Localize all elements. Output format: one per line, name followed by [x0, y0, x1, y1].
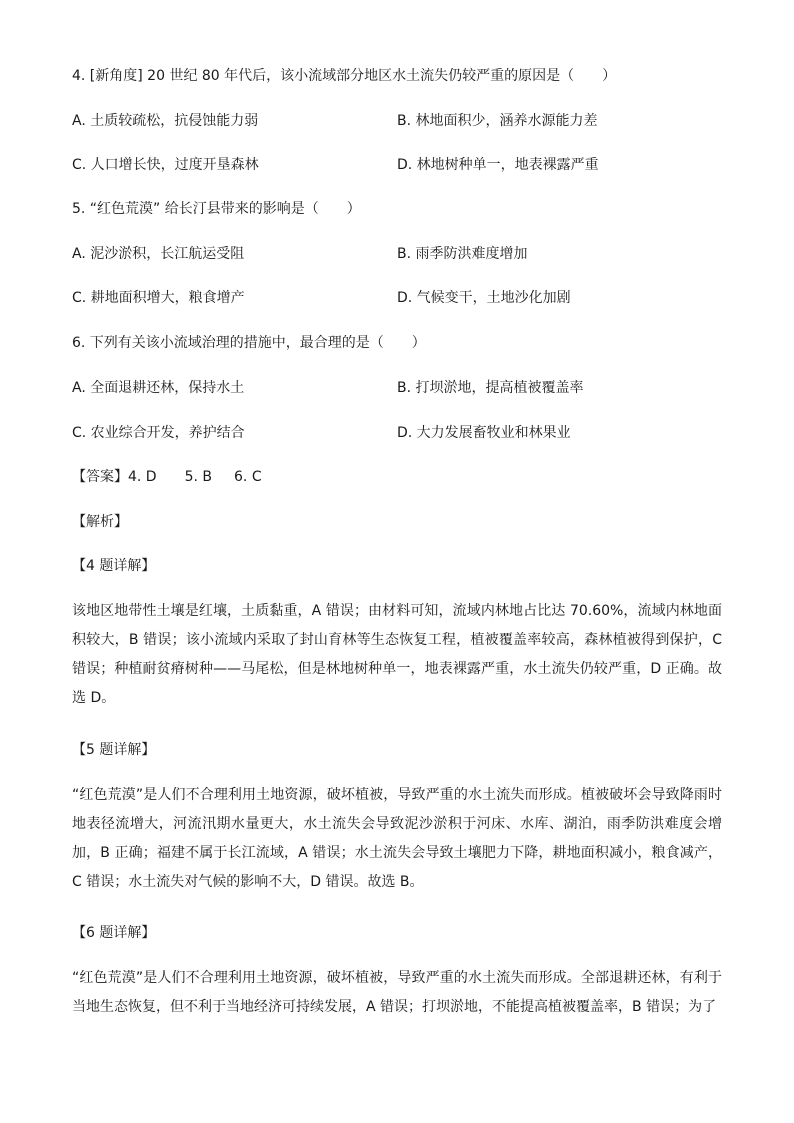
option-4c: C. 人口增长快，过度开垦森林 — [72, 157, 259, 173]
answer-label: 【答案】 — [72, 469, 128, 485]
option-4d: D. 林地树种单一，地表裸露严重 — [397, 157, 599, 173]
option-6b: B. 打坝淤地，提高植被覆盖率 — [397, 380, 584, 396]
answer-item-6: 6. C — [234, 469, 262, 485]
question-5-stem: 5. “红色荒漠” 给长汀县带来的影响是（ ） — [72, 201, 361, 217]
question-5-options-row-2 — [0, 288, 794, 308]
question-6-options-row-2 — [0, 423, 794, 443]
question-6-options-row-1 — [0, 378, 794, 398]
question-6-stem: 6. 下列有关该小流域治理的措施中，最合理的是（ ） — [72, 335, 426, 351]
detail-6-label: 【6 题详解】 — [72, 925, 156, 941]
option-6c: C. 农业综合开发，养护结合 — [72, 425, 245, 441]
question-5-options-row-1 — [0, 244, 794, 264]
detail-5-label: 【5 题详解】 — [72, 742, 156, 758]
answer-item-5: 5. B — [184, 469, 213, 485]
option-6d: D. 大力发展畜牧业和林果业 — [397, 425, 571, 441]
option-5c: C. 耕地面积增大，粮食增产 — [72, 290, 245, 306]
answer-item-4: 4. D — [128, 469, 157, 485]
detail-6-text: “红色荒漠”是人们不合理利用土地资源，破坏植被，导致严重的水土流失而形成。全部退耕还林，有利于当地生态恢复，但不利于当地经济可持续发展，A 错误；打坝淤地，不能提高植被覆盖率，B 错误；为了 — [72, 970, 722, 1015]
analysis-label: 【解析】 — [72, 514, 128, 530]
option-4a: A. 土质较疏松，抗侵蚀能力弱 — [72, 113, 259, 129]
question-4-stem: 4. [新角度] 20 世纪 80 年代后，该小流域部分地区水土流失仍较严重的原因是（ ） — [72, 68, 617, 84]
question-4-options-row-2 — [0, 155, 794, 175]
answer-line — [72, 467, 262, 487]
detail-4-label: 【4 题详解】 — [72, 558, 156, 574]
option-6a: A. 全面退耕还林，保持水土 — [72, 380, 245, 396]
option-4b: B. 林地面积少，涵养水源能力差 — [397, 113, 598, 129]
option-5d: D. 气候变干，土地沙化加剧 — [397, 290, 571, 306]
detail-4-text: 该地区地带性土壤是红壤，土质黏重，A 错误；由材料可知，流域内林地占比达 70.60%，流域内林地面积较大，B 错误；该小流域内采取了封山育林等生态恢复工程，植被覆盖率较高，森林植被得到保护，C 错误；种植耐贫瘠树种——马尾松，但是林地树种单一，地表裸露严重，水土流失仍较严重，D 正确。故选 D。 — [72, 603, 722, 706]
question-4-options-row-1 — [0, 111, 794, 131]
option-5b: B. 雨季防洪难度增加 — [397, 246, 528, 262]
option-5a: A. 泥沙淤积，长江航运受阻 — [72, 246, 245, 262]
detail-5-text: “红色荒漠”是人们不合理利用土地资源，破坏植被，导致严重的水土流失而形成。植被破坏会导致降雨时地表径流增大，河流汛期水量更大，水土流失会导致泥沙淤积于河床、水库、湖泊，雨季防洪难度会增加，B 正确；福建不属于长江流域，A 错误；水土流失会导致土壤肥力下降，耕地面积减小，粮食减产，C 错误；水土流失对气候的影响不大，D 错误。故选 B。 — [72, 787, 722, 890]
